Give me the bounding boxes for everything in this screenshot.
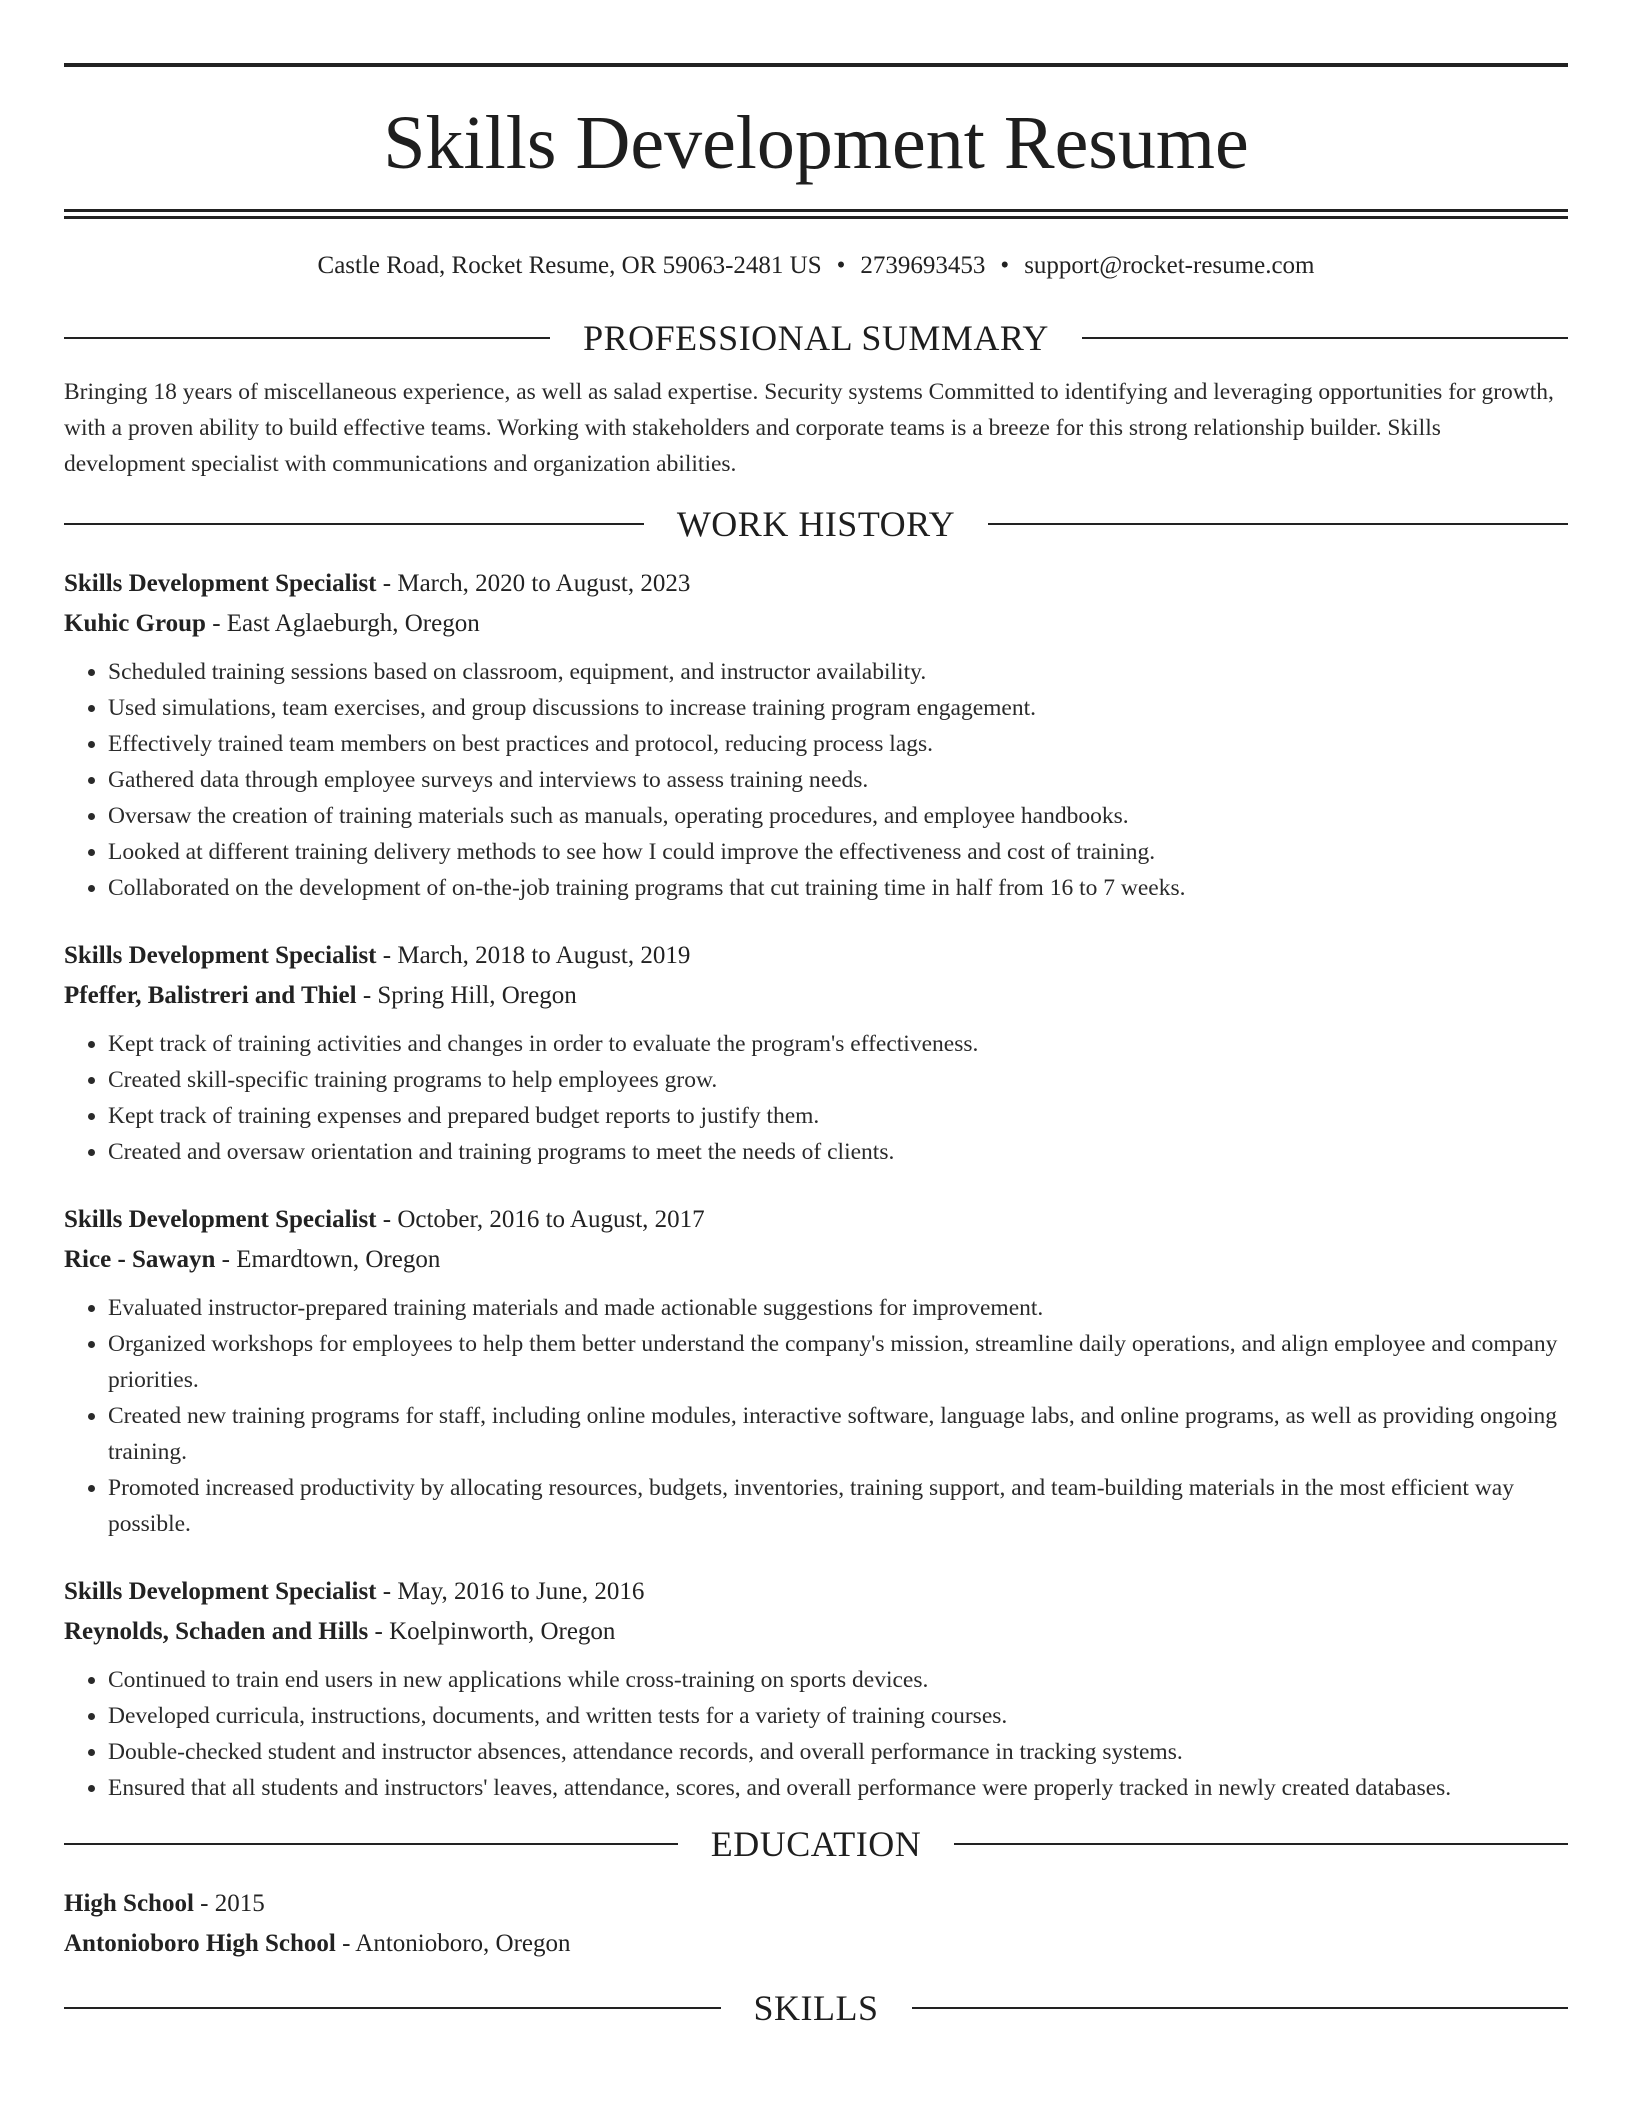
resume-title: Skills Development Resume xyxy=(383,101,1249,185)
job-title: Skills Development Specialist xyxy=(64,1206,377,1233)
job-title-line xyxy=(64,564,1568,604)
section-heading-label: SKILLS xyxy=(753,1988,879,2028)
job-company-line xyxy=(64,1612,1568,1652)
job-bullet: • Evaluated instructor-prepared training materials and made actionable suggestions for improvement. xyxy=(108,1290,1568,1326)
top-rule xyxy=(64,63,1568,67)
heading-rule-left xyxy=(64,523,644,525)
job-entry xyxy=(64,1572,1568,1806)
job-bullet: • Double-checked student and instructor absences, attendance records, and overall performance in tracking systems. xyxy=(108,1734,1568,1770)
contact-separator: • xyxy=(1000,252,1010,279)
job-bullet: • Effectively trained team members on best practices and protocol, reducing process lags. xyxy=(108,726,1568,762)
education-entry xyxy=(64,1884,1568,1964)
education-degree: High School xyxy=(64,1890,194,1917)
job-bullets xyxy=(64,1290,1568,1542)
section-heading-work-history xyxy=(64,502,1568,546)
job-title: Skills Development Specialist xyxy=(64,1578,377,1605)
education-school: Antonioboro High School xyxy=(64,1930,336,1957)
job-title-line xyxy=(64,1572,1568,1612)
job-bullet: • Oversaw the creation of training materials such as manuals, operating procedures, and employee handbooks. xyxy=(108,798,1568,834)
job-bullets xyxy=(64,1662,1568,1806)
job-bullets xyxy=(64,654,1568,906)
job-location: - Spring Hill, Oregon xyxy=(356,982,577,1009)
job-bullet: • Developed curricula, instructions, documents, and written tests for a variety of training courses. xyxy=(108,1698,1568,1734)
job-dates: - May, 2016 to June, 2016 xyxy=(376,1578,645,1605)
job-bullet: • Created new training programs for staff, including online modules, interactive software, language labs, and online programs, as well as providing ongoing training. xyxy=(108,1398,1568,1470)
heading-rule-right xyxy=(1082,337,1568,339)
job-company: Kuhic Group xyxy=(64,610,206,637)
education-degree-line xyxy=(64,1884,1568,1924)
job-bullet: • Collaborated on the development of on-the-job training programs that cut training time in half from 16 to 7 weeks. xyxy=(108,870,1568,906)
section-heading-summary xyxy=(64,316,1568,360)
heading-rule-right xyxy=(954,1843,1568,1845)
summary-text: Bringing 18 years of miscellaneous experience, as well as salad expertise. Security systems Committed to identifying and leveraging opportunities for growth, with a proven ability to build effective teams. Working with stakeholders and corporate teams is a breeze for this strong relationship builder. Skills development specialist with communications and organization abilities. xyxy=(64,379,1554,477)
job-title-line xyxy=(64,1200,1568,1240)
job-company-line xyxy=(64,1240,1568,1280)
section-heading-education xyxy=(64,1822,1568,1866)
job-bullet: • Used simulations, team exercises, and group discussions to increase training program engagement. xyxy=(108,690,1568,726)
heading-rule-left xyxy=(64,1843,678,1845)
job-bullet: • Promoted increased productivity by allocating resources, budgets, inventories, training support, and team-building materials in the most efficient way possible. xyxy=(108,1470,1568,1542)
job-bullet: • Created skill-specific training programs to help employees grow. xyxy=(108,1062,1568,1098)
section-heading-label: PROFESSIONAL SUMMARY xyxy=(583,318,1049,358)
section-heading-label: EDUCATION xyxy=(710,1824,922,1864)
job-bullet: • Kept track of training activities and changes in order to evaluate the program's effectiveness. xyxy=(108,1026,1568,1062)
job-location: - Koelpinworth, Oregon xyxy=(368,1618,616,1645)
job-entry xyxy=(64,936,1568,1170)
education-school-line xyxy=(64,1924,1568,1964)
heading-rule-left xyxy=(64,337,550,339)
job-title: Skills Development Specialist xyxy=(64,942,377,969)
job-company: Reynolds, Schaden and Hills xyxy=(64,1618,369,1645)
job-location: - East Aglaeburgh, Oregon xyxy=(205,610,480,637)
job-title: Skills Development Specialist xyxy=(64,570,377,597)
job-bullet: • Looked at different training delivery methods to see how I could improve the effectiveness and cost of training. xyxy=(108,834,1568,870)
resume-page xyxy=(64,0,1568,2030)
job-location: - Emardtown, Oregon xyxy=(215,1246,441,1273)
job-bullet: • Continued to train end users in new applications while cross-training on sports devices. xyxy=(108,1662,1568,1698)
job-dates: - March, 2018 to August, 2019 xyxy=(376,942,691,969)
heading-rule-right xyxy=(988,523,1568,525)
job-bullet: • Scheduled training sessions based on classroom, equipment, and instructor availability. xyxy=(108,654,1568,690)
title-double-rule xyxy=(64,209,1568,219)
job-company-line xyxy=(64,604,1568,644)
education-year: - 2015 xyxy=(193,1890,265,1917)
heading-rule-right xyxy=(912,2007,1569,2009)
job-company-line xyxy=(64,976,1568,1016)
job-title-line xyxy=(64,936,1568,976)
education-location: - Antonioboro, Oregon xyxy=(335,1930,571,1957)
job-bullet: • Kept track of training expenses and prepared budget reports to justify them. xyxy=(108,1098,1568,1134)
heading-rule-left xyxy=(64,2007,721,2009)
job-dates: - March, 2020 to August, 2023 xyxy=(376,570,691,597)
job-entry xyxy=(64,1200,1568,1542)
job-entry xyxy=(64,564,1568,906)
job-bullet: • Ensured that all students and instructors' leaves, attendance, scores, and overall performance were properly tracked in newly created databases. xyxy=(108,1770,1568,1806)
job-company: Rice - Sawayn xyxy=(64,1246,216,1273)
contact-line xyxy=(64,249,1568,283)
job-bullet: • Created and oversaw orientation and training programs to meet the needs of clients. xyxy=(108,1134,1568,1170)
job-company: Pfeffer, Balistreri and Thiel xyxy=(64,982,357,1009)
job-bullet: • Gathered data through employee surveys and interviews to assess training needs. xyxy=(108,762,1568,798)
contact-phone: 2739693453 xyxy=(860,252,986,279)
job-dates: - October, 2016 to August, 2017 xyxy=(376,1206,705,1233)
section-heading-skills xyxy=(64,1986,1568,2030)
section-heading-label: WORK HISTORY xyxy=(676,504,956,544)
job-bullets xyxy=(64,1026,1568,1170)
contact-address: Castle Road, Rocket Resume, OR 59063-2481 US xyxy=(317,252,822,279)
contact-separator: • xyxy=(836,252,846,279)
contact-email: support@rocket-resume.com xyxy=(1024,252,1315,279)
job-bullet: • Organized workshops for employees to help them better understand the company's mission, streamline daily operations, and align employee and company priorities. xyxy=(108,1326,1568,1398)
